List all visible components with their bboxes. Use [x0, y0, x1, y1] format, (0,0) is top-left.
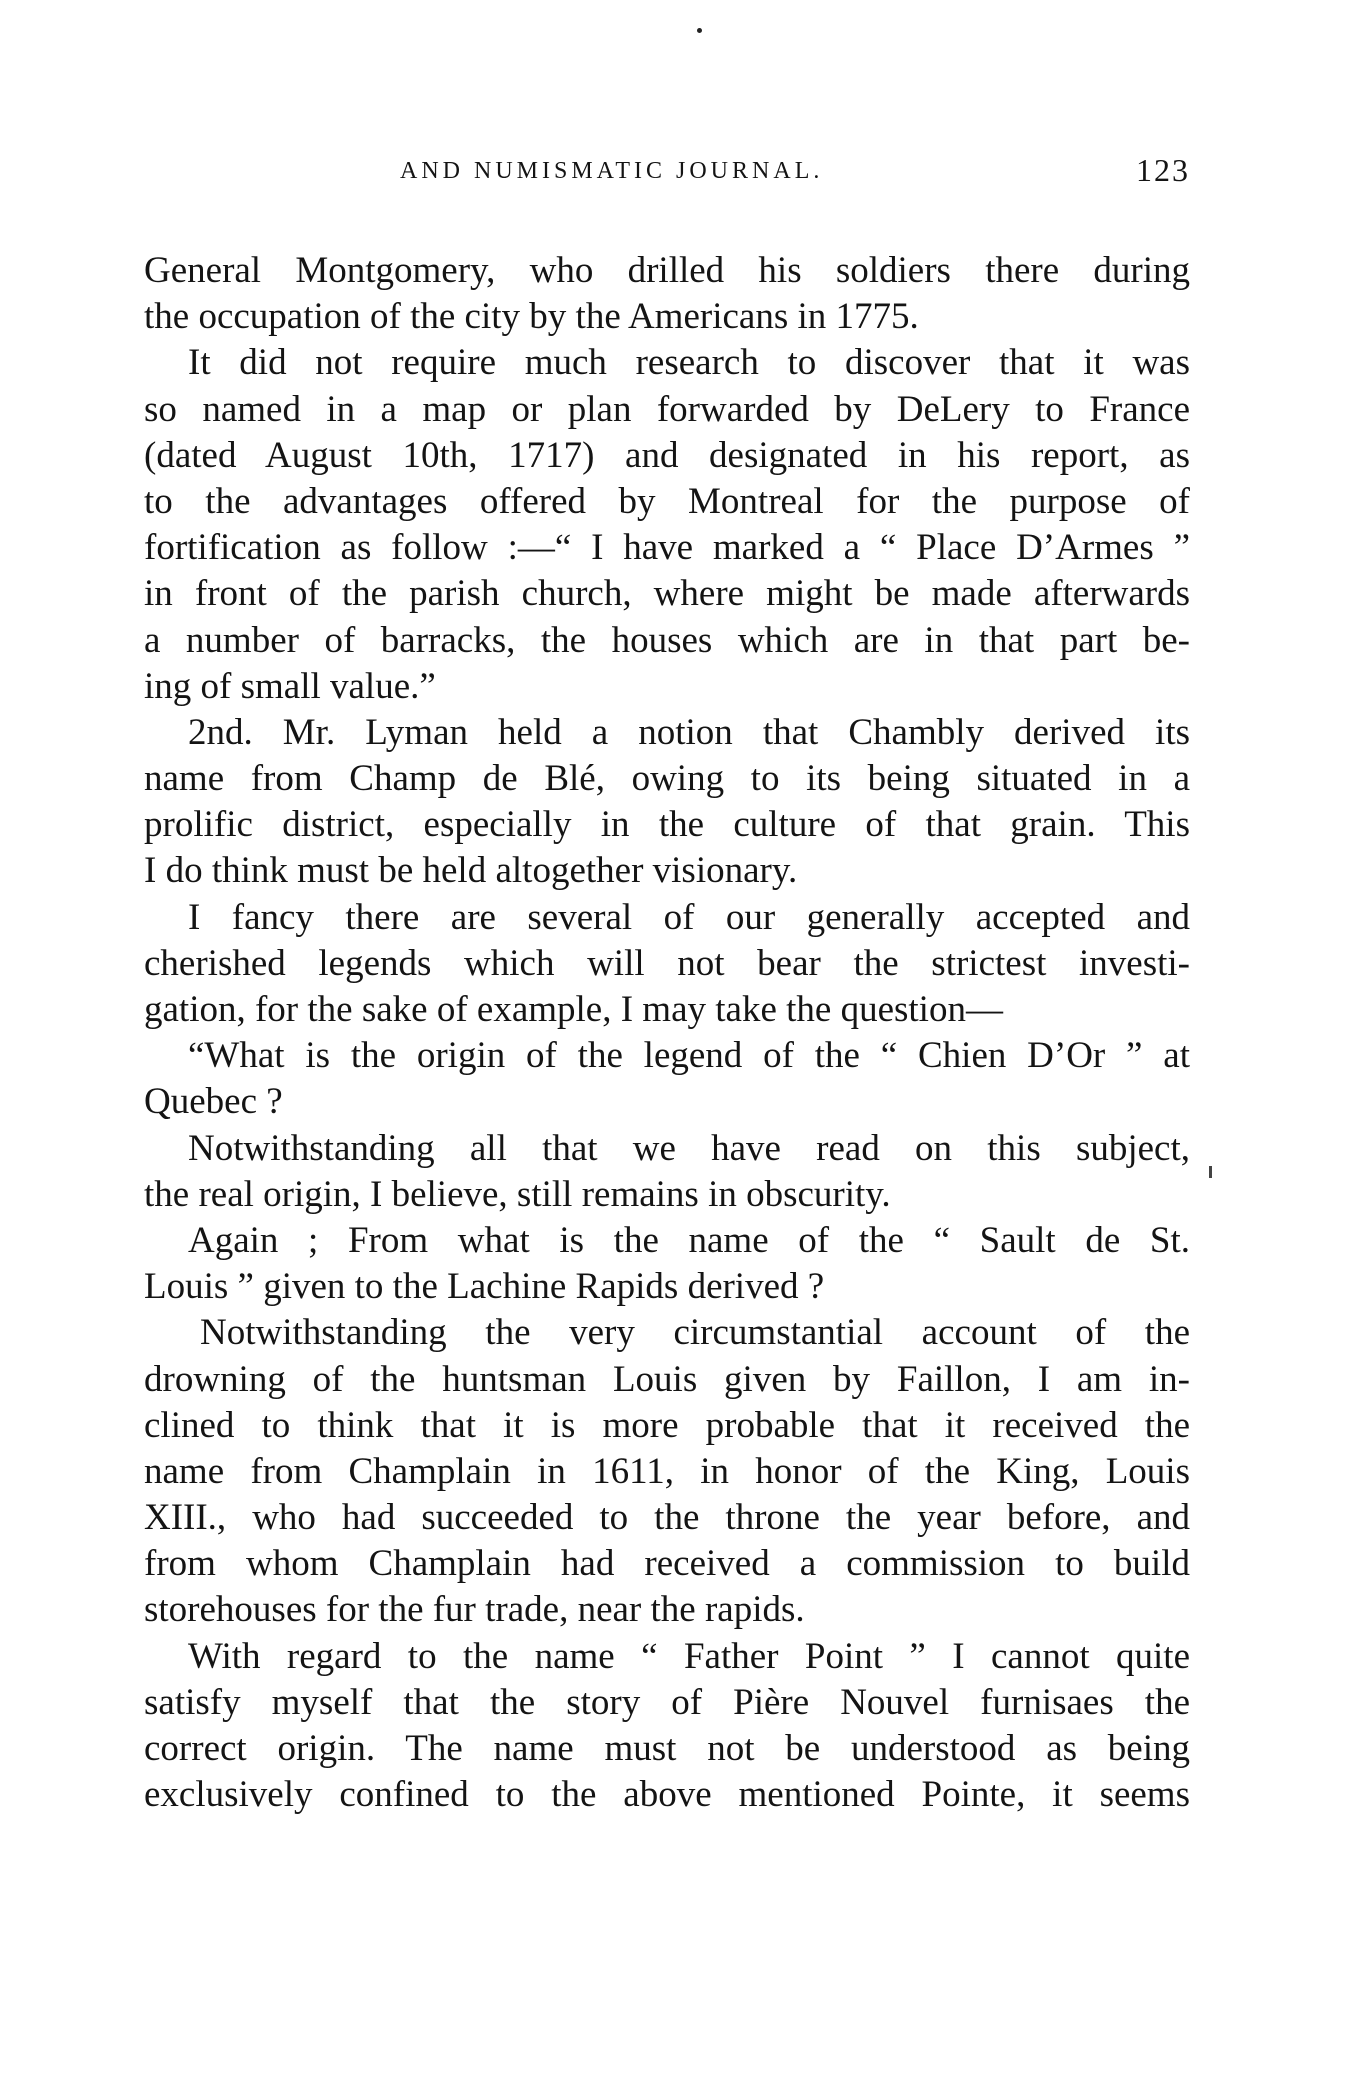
page-header [400, 152, 1190, 198]
text-line: (dated August 10th, 1717) and designated in his report, as [144, 434, 1190, 476]
text-line: so named in a map or plan forwarded by DeLery to France [144, 388, 1190, 430]
text-line: cherished legends which will not bear the strictest investi- [144, 942, 1190, 984]
text-line: 2nd. Mr. Lyman held a notion that Chambly derived its [188, 711, 1190, 753]
text-line: It did not require much research to discover that it was [188, 342, 1190, 384]
text-line: the real origin, I believe, still remains in obscurity. [144, 1173, 891, 1215]
ink-speck [697, 28, 702, 33]
text-line: to the advantages offered by Montreal for the purpose of [144, 480, 1190, 522]
text-line: gation, for the sake of example, I may take the question— [144, 989, 1003, 1030]
text-line: satisfy myself that the story of Pière Nouvel furnisaes the [144, 1681, 1190, 1723]
ink-blot [1209, 1166, 1212, 1178]
text-line: Quebec ? [144, 1081, 283, 1123]
running-head: AND NUMISMATIC JOURNAL. [400, 158, 824, 184]
text-line: exclusively confined to the above mentioned Pointe, it seems [144, 1774, 1190, 1816]
text-line: I do think must be held altogether visionary. [144, 850, 798, 892]
text-line: Again ; From what is the name of the “ Sault de St. [188, 1219, 1190, 1261]
text-line: With regard to the name “ Father Point ” I cannot quite [188, 1635, 1190, 1677]
text-line: prolific district, especially in the culture of that grain. This [144, 804, 1190, 846]
text-line: from whom Champlain had received a commission to build [144, 1543, 1190, 1585]
text-line: I fancy there are several of our generally accepted and [188, 896, 1190, 938]
page-number: 123 [1136, 152, 1190, 188]
text-line: XIII., who had succeeded to the throne the year before, and [144, 1497, 1190, 1539]
text-line: a number of barracks, the houses which are in that part be- [144, 619, 1190, 661]
text-line: in front of the parish church, where might be made afterwards [144, 573, 1190, 615]
text-line: name from Champlain in 1611, in honor of the King, Louis [144, 1450, 1190, 1492]
text-line: correct origin. The name must not be understood as being [144, 1728, 1190, 1769]
text-line: name from Champ de Blé, owing to its being situated in a [144, 758, 1190, 800]
text-line: drowning of the huntsman Louis given by Faillon, I am in- [144, 1358, 1190, 1400]
text-line: ing of small value.” [144, 665, 436, 707]
text-line: General Montgomery, who drilled his soldiers there during [144, 250, 1190, 291]
text-line: clined to think that it is more probable that it received the [144, 1404, 1190, 1446]
text-line: Notwithstanding all that we have read on this subject, [188, 1127, 1190, 1169]
text-line: Notwithstanding the very circumstantial account of the [200, 1312, 1190, 1354]
text-line: fortification as follow :—“ I have marked a “ Place D’Armes ” [144, 527, 1190, 569]
text-line: storehouses for the fur trade, near the rapids. [144, 1589, 805, 1631]
text-line: “What is the origin of the legend of the “ Chien D’Or ” at [188, 1035, 1190, 1077]
body-text [144, 248, 1190, 1818]
text-line: the occupation of the city by the Americans in 1775. [144, 296, 919, 338]
text-line: Louis ” given to the Lachine Rapids derived ? [144, 1266, 825, 1308]
